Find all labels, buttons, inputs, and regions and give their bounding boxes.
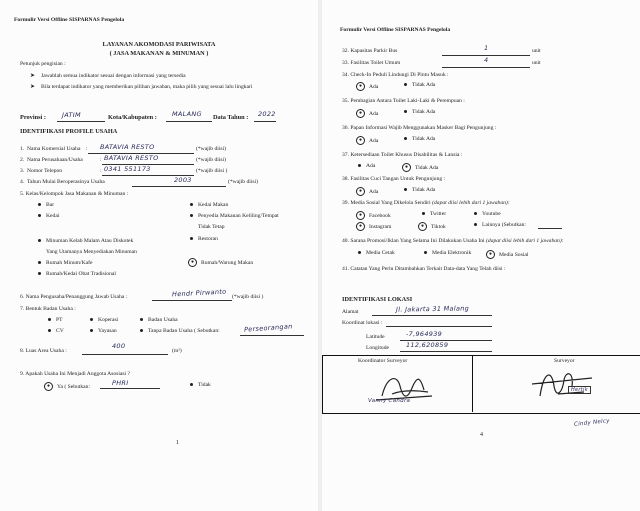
q32-value: 1 [484,44,489,52]
field-4-line [132,186,226,187]
q33-value: 4 [484,56,489,64]
q32-label: 32. Kapasitas Parkir Bus [342,48,398,54]
q36-no: Tidak Ada [404,136,435,143]
q34-yes-selected: ● Ada [356,82,378,91]
right-page-number: 4 [480,432,483,438]
q5-opt-restoran: Restoran [190,236,218,243]
koordinat-line [386,326,492,327]
q7-opt-badan: Badan Usaha [140,317,178,324]
q7-opt-yayasan: Yayasan [90,328,117,335]
q41-label: 41. Catatan Yang Perlu Ditambahkan Terkait Data-data Yang Telah diisi : [342,266,506,272]
alamat-value: Jl. Jakarta 31 Malang [395,304,470,314]
koordinator-name: Vanny Candra [368,398,411,404]
q39-facebook-selected: ● Facebook [356,211,391,220]
q7-line [240,335,304,336]
selected-mark-icon: ● [356,222,365,231]
q33-line [442,67,530,68]
surveyor-signature [522,364,612,406]
q37-no-selected: ● Tidak Ada [402,163,438,172]
selected-mark-icon: ● [44,382,53,391]
q5-opt-kedai-makan: Kedai Makan [190,202,228,209]
q34-no: Tidak Ada [404,82,435,89]
tahun-label: Data Tahun : [213,114,249,121]
q5-opt-bar: Bar [38,202,54,209]
q7-value: Perseorangan [243,322,293,334]
koordinator-label: Koordinator Surveyor [358,358,408,364]
q5-opt-kedai: Kedai [38,213,59,220]
q7-opt-tanpa: Tanpa Badan Usaha ( Sebutkan: [140,328,220,335]
field-3-value: 0341 551173 [104,165,151,173]
koordinat-label: Koordinat lokasi : [342,320,383,326]
q8-value: 400 [112,342,126,350]
q40-elektronik: Media Elektronik [424,250,471,257]
q9-value: PHRI [112,379,129,387]
longitude-line [400,351,492,352]
q39-youtube: Youtube [474,211,501,218]
q9-line [100,388,160,389]
tahun-line [254,121,276,122]
q39-twitter: Twitter [422,211,446,218]
alamat-line [372,315,492,316]
q35-yes-selected: ● Ada [356,109,378,118]
latitude-label: Latitude [366,334,385,340]
field-4-req: (*wajib diisi) [228,179,258,185]
right-page [322,0,640,511]
field-2-req: (*wajib diisi) [196,157,226,163]
field-2: 2. Nama Perusahaan/Usaha [20,157,83,163]
form-subtitle: ( JASA MAKANAN & MINUMAN ) [109,50,209,57]
field-2-value: BATAVIA RESTO [104,154,159,162]
selected-mark-icon: ● [486,250,495,259]
q34-label: 34. Check-In Peduli Lindungi Di Pintu Masuk : [342,72,449,78]
q38-label: 38. Fasilitas Cuci Tangan Untuk Pengunjung : [342,176,446,182]
signature-divider [472,355,473,412]
field-1-req: (*wajib diisi) [196,146,226,152]
provinsi-line [57,121,105,122]
q6-line [152,300,232,301]
selected-mark-icon: ● [356,187,365,196]
q33-unit: unit [532,60,541,66]
q7-label: 7. Bentuk Badan Usaha : [20,306,76,312]
q9-no: Tidak [190,382,211,389]
alamat-label: Alamat [342,309,359,315]
q38-no: Tidak Ada [404,187,435,194]
field-1: 1. Nama Komersial Usaha [20,146,81,152]
q5-opt-keliling: Penyedia Makanan Keliling/Tempat [190,213,279,220]
q6-label: 6. Nama Pengusaha/Penanggung Jawab Usaha : [20,294,128,300]
selected-mark-icon: ● [356,82,365,91]
profile-section-title: IDENTIFIKASI PROFILE USAHA [20,128,118,135]
provinsi-label: Provinsi : [20,114,46,121]
selected-mark-icon: ● [188,258,197,267]
left-page-number: 1 [176,440,179,446]
q8-line [82,354,168,355]
q36-label: 36. Papan Informasi Wajib Menggunakan Masker Bagi Pengunjung : [342,125,497,131]
q7-opt-cv: CV [48,328,64,335]
q38-yes-selected: ● Ada [356,187,378,196]
q40-cetak: Media Cetak [358,250,395,257]
q7-opt-koperasi: Koperasi [90,317,118,324]
q39-line [538,228,562,229]
q5-opt-warung-selected: ● Rumah/Warung Makan [188,258,253,267]
q5-opt-kafe: Rumah Minum/Kafe [38,260,92,267]
q32-unit: unit [532,48,541,54]
surveyor-name-1: Hertik [568,386,591,394]
selected-mark-icon: ● [356,109,365,118]
q5-opt-diskotek-2: Yang Utamanya Menyediakan Minuman [46,249,137,255]
q9-label: 9. Apakah Usaha Ini Menjadi Anggota Asosiasi ? [20,371,130,377]
longitude-label: Longitude [366,345,389,351]
kota-label: Kota/Kabupaten : [108,114,157,121]
q5-label: 5. Kelas/Kelompok Jasa Makanan & Minuman : [20,191,129,197]
left-header: Formulir Versi Offline SISPARNAS Pengelola [14,17,125,23]
form-title: LAYANAN AKOMODASI PARIWISATA [102,41,216,48]
q5-opt-diskotek: Minuman Kelab Malam Atau Diskotek [38,238,133,245]
field-1-value: BATAVIA RESTO [100,143,155,151]
instruction-2: ➤ Bila terdapat indikator yang memberikan pilihan jawaban, maka pilih yang sesuai lalu lingkari [30,84,253,90]
q33-label: 33. Fasilitas Toilet Umum [342,60,401,66]
longitude-value: 112,620859 [406,341,449,349]
q6-value: Hendr Pirwanto [171,287,227,299]
surveyor-name-2: Cindy Nelcy [573,418,611,428]
provinsi-value: JATIM [62,111,81,119]
field-3-req: (*wajib diisi ) [196,168,228,174]
kota-line [166,121,212,122]
latitude-value: -7,964939 [406,330,443,338]
q40-label: 40. Sarana Promosi/Iklan Yang Selama Ini Dilakukan Usaha Ini (dapat diisi lebih dari 1 jawaban): [342,238,564,244]
q39-instagram-selected: ● Instagram [356,222,391,231]
field-4: 4. Tahun Mulai Beroperasinya Usaha [20,179,105,185]
q37-yes: Ada [358,163,375,170]
q9-yes-selected: ● Ya ( Sebutkan: [44,382,90,391]
selected-mark-icon: ● [402,163,411,172]
q7-opt-pt: PT [48,317,63,324]
q39-tiktok-selected: ● Tiktok [418,222,446,231]
surveyor-label: Surveyor [554,358,575,364]
q37-label: 37. Ketersediaan Toilet Khusus Disabilitas & Lansia : [342,152,463,158]
q36-yes-selected: ● Ada [356,136,378,145]
q5-opt-obat: Rumah/Kedai Obat Tradisional [38,271,116,278]
q6-req: (*wajib diisi ) [232,294,264,300]
instruction-1: ➤ Jawablah semua indikator sesuai dengan informasi yang tersedia [30,73,186,79]
q8-label: 8. Luas Area Usaha : [20,348,67,354]
field-4-value: 2003 [174,176,192,184]
q40-sosial-selected: ● Media Sosial [486,250,528,259]
q39-label: 39. Media Sosial Yang Dikelola Sendiri (dapat diisi lebih dari 1 jawaban): [342,200,510,206]
instructions-title: Petunjuk pengisian : [20,61,66,67]
q8-unit: (m²) [172,348,182,354]
field-3: 3. Nomor Telepon [20,168,63,174]
selected-mark-icon: ● [418,222,427,231]
q35-no: Tidak Ada [404,109,435,116]
right-header: Formulir Versi Offline SISPARNAS Pengelola [340,27,451,33]
tahun-value: 2022 [258,110,276,118]
selected-mark-icon: ● [356,136,365,145]
location-section-title: IDENTIFIKASI LOKASI [342,296,413,303]
q5-opt-keliling-2: Tidak Tetap [198,224,225,230]
q39-lainnya: Lainnya (Sebutkan: [474,222,526,229]
q35-label: 35. Pembagian Antara Toilet Laki-Laki & Perempuan : [342,98,465,104]
selected-mark-icon: ● [356,211,365,220]
left-page: Formulir Versi Offline SISPARNAS Pengelola LAYANAN AKOMODASI PARIWISATA ( JASA MAKANAN & MINUMAN ) Petunjuk pengisian : ➤ Jawablah semua indikator sesuai dengan informasi yang tersedia ➤ Bila terdapat indikator yang memberikan pilihan jawaban, maka pilih yang sesuai lalu lingkari Provinsi : JATIM Kota/Kabupaten : MALANG Data Tahun : 2022 IDENTIFIKASI PROFILE USAHA 1. Nama Komersial Usaha : BATAVIA RESTO (*wajib diisi) 2. Nama Perusahaan/Usaha : BATAVIA RESTO (*wajib diisi) 3. Nomor Telepon : 0341 551173 (*wajib diisi ) 4. Tahun Mulai Beroperasinya Usaha 2003 (*wajib diisi) 5. Kelas/Kelompok Jasa Makanan & Minuman : Bar Kedai Minuman Kelab Malam Atau Diskotek Yang Utamanya Menyediakan Minuman Rumah Minum/Kafe Rumah/Kedai Obat Tradisional Kedai Makan Penyedia Makanan Keliling/Tempat Tidak Tetap Restoran ● Rumah/Warung Makan 6. Nama Pengusaha/Penanggung Jawab Usaha : Hendr Pirwanto (*wajib diisi ) 7. Bentuk Badan Usaha : PT Koperasi Badan Usaha CV Yayasan Tanpa Badan Usaha ( Sebutkan: Perseorangan 8. Luas Area Usaha : 400 (m²) 9. Apakah Usaha Ini Menjadi Anggota Asosiasi ? ● Ya ( Sebutkan: PHRI Tidak 1 [0,0,318,511]
kota-value: MALANG [172,110,202,118]
